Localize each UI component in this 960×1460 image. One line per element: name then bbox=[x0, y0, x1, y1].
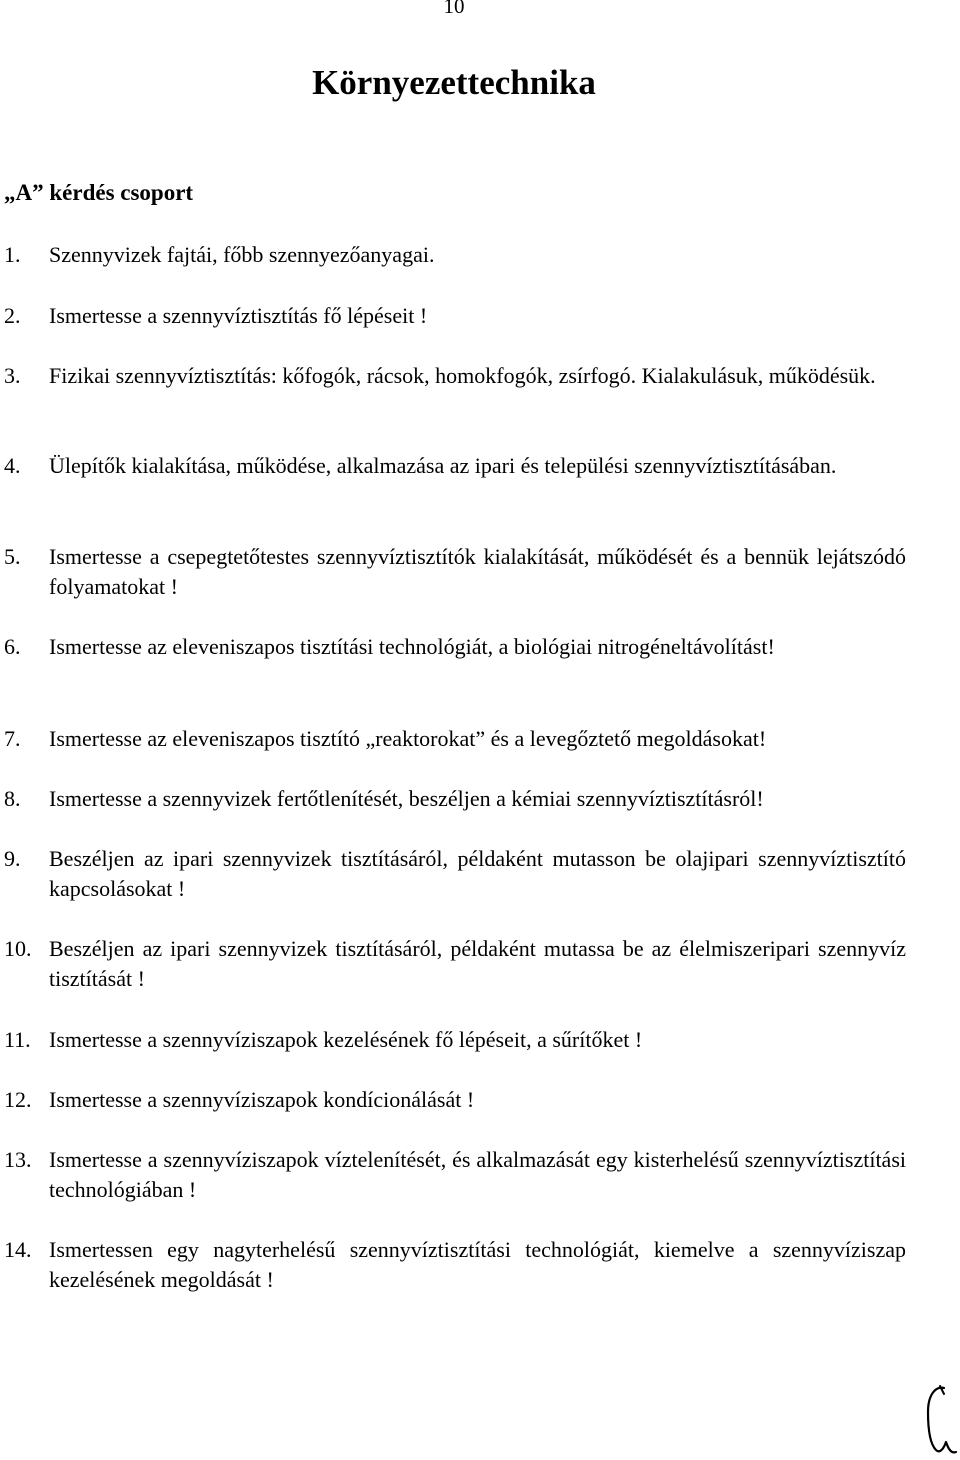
question-item bbox=[4, 542, 906, 602]
page-number: 10 bbox=[443, 0, 465, 18]
question-item bbox=[4, 451, 906, 481]
question-item bbox=[4, 240, 906, 270]
question-number: 7. bbox=[4, 726, 21, 751]
question-text: Ülepítők kialakítása, működése, alkalmazása az ipari és települési szennyvíztisztításában. bbox=[49, 453, 837, 478]
page-title: Környezettechnika bbox=[312, 63, 596, 102]
section-heading: „A” kérdés csoport bbox=[4, 180, 194, 205]
question-number: 5. bbox=[4, 544, 21, 569]
question-text: Ismertesse a szennyvíziszapok víztelenítését, és alkalmazását egy kisterhelésű szennyvíztisztítási technológiában ! bbox=[49, 1147, 906, 1202]
question-text: Ismertessen egy nagyterhelésű szennyvíztisztítási technológiát, kiemelve a szennyvíziszap kezelésének megoldását ! bbox=[49, 1237, 906, 1292]
question-number: 13. bbox=[4, 1147, 32, 1172]
question-text: Ismertesse a szennyvizek fertőtlenítését, beszéljen a kémiai szennyvíztisztításról! bbox=[49, 786, 764, 811]
question-item bbox=[4, 844, 906, 904]
question-item bbox=[4, 1025, 906, 1055]
handwritten-signature bbox=[918, 1382, 958, 1458]
question-number: 3. bbox=[4, 363, 21, 388]
question-item bbox=[4, 784, 906, 814]
question-text: Szennyvizek fajtái, főbb szennyezőanyagai. bbox=[49, 242, 435, 267]
question-number: 14. bbox=[4, 1237, 32, 1262]
question-item bbox=[4, 301, 906, 331]
question-item bbox=[4, 1085, 906, 1115]
question-text: Ismertesse a szennyvíziszapok kondícionálását ! bbox=[49, 1087, 475, 1112]
question-text: Beszéljen az ipari szennyvizek tisztításáról, példaként mutasson be olajipari szennyvíztisztító kapcsolásokat ! bbox=[49, 846, 906, 901]
question-item bbox=[4, 361, 906, 391]
question-number: 9. bbox=[4, 846, 21, 871]
question-text: Ismertesse az eleveniszapos tisztítási technológiát, a biológiai nitrogéneltávolítást! bbox=[49, 634, 775, 659]
question-number: 1. bbox=[4, 242, 21, 267]
question-text: Fizikai szennyvíztisztítás: kőfogók, rácsok, homokfogók, zsírfogó. Kialakulásuk, működésük. bbox=[49, 363, 876, 388]
question-text: Ismertesse a csepegtetőtestes szennyvíztisztítók kialakítását, működését és a bennük lejátszódó folyamatokat ! bbox=[49, 544, 906, 599]
question-number: 6. bbox=[4, 634, 21, 659]
question-item bbox=[4, 632, 906, 662]
question-number: 10. bbox=[4, 936, 32, 961]
question-item bbox=[4, 934, 906, 994]
question-text: Ismertesse a szennyvíztisztítás fő lépéseit ! bbox=[49, 303, 428, 328]
question-item bbox=[4, 724, 906, 754]
question-number: 2. bbox=[4, 303, 21, 328]
question-item bbox=[4, 1235, 906, 1295]
question-text: Beszéljen az ipari szennyvizek tisztításáról, példaként mutassa be az élelmiszeripari szennyvíz tisztítását ! bbox=[49, 936, 906, 991]
question-number: 4. bbox=[4, 453, 21, 478]
question-number: 12. bbox=[4, 1087, 32, 1112]
question-item bbox=[4, 1145, 906, 1205]
question-number: 8. bbox=[4, 786, 21, 811]
question-text: Ismertesse a szennyvíziszapok kezelésének fő lépéseit, a sűrítőket ! bbox=[49, 1027, 643, 1052]
question-text: Ismertesse az eleveniszapos tisztító „reaktorokat” és a levegőztető megoldásokat! bbox=[49, 726, 767, 751]
question-number: 11. bbox=[4, 1027, 31, 1052]
